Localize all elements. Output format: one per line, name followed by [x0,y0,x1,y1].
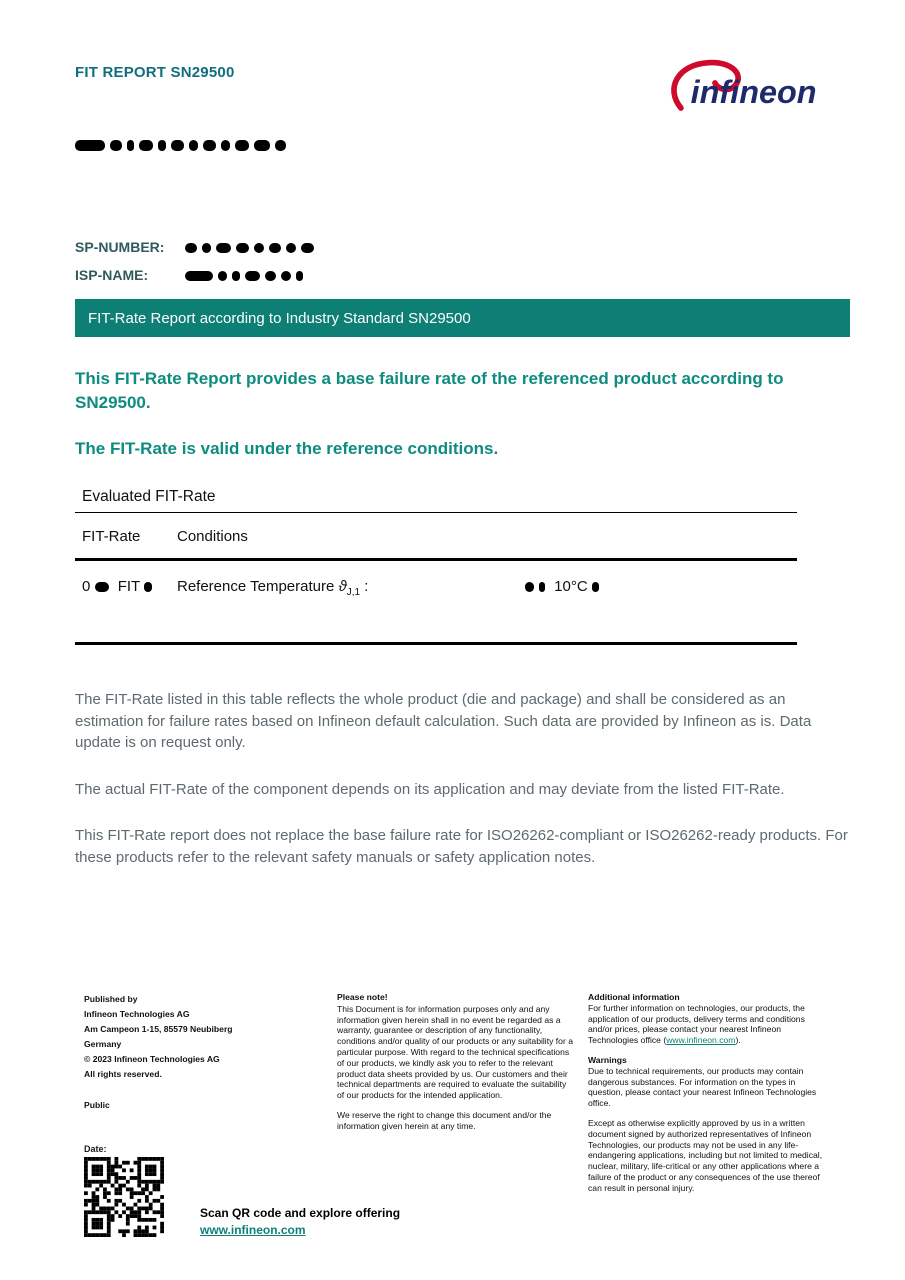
evaluated-fit-rate-table [75,484,797,648]
sp-number-row [75,239,319,255]
value-redaction-a [525,578,550,595]
paragraph-application: The actual FIT-Rate of the component depends on its application and may deviate from the listed FIT-Rate. [75,780,785,798]
column-header-conditions: Conditions [177,528,248,545]
qr-code-svg [84,1157,164,1237]
date-label: Date: [84,1144,107,1154]
value-redaction-b [592,578,604,595]
infineon-logo-svg [668,54,838,128]
classification-label: Public [84,1100,110,1110]
fit-rate-redaction-b [144,578,157,595]
condition-cell [177,578,368,598]
please-note-body: This Document is for information purposes only and any information given herein shall in no event be regarded as a warranty, guarantee or description of any functionality, conditions and/or quality of our products or any suitability for a particular purpose. With regard to the technical specifications of our products, we kindly ask you to refer to the relevant product data sheets provided by us. Our customers and their technical departments are required to evaluate the suitability of our products for the intended application. [337,1003,573,1101]
infineon-logo [668,54,838,128]
footer-additional-column [588,992,831,1194]
intro-heading-2: The FIT-Rate is valid under the reference conditions. [75,439,499,458]
table-rule-thin [75,512,797,513]
fit-rate-unit: FIT [117,578,140,595]
condition-label: Reference Temperature [177,578,335,595]
intro-heading-1: This FIT-Rate Report provides a base failure rate of the referenced product according to SN29500. [75,369,784,412]
banner-text: FIT-Rate Report according to Industry Standard SN29500 [88,309,471,327]
sp-number-label: SP-NUMBER: [75,239,165,255]
qr-infineon-link[interactable]: www.infineon.com [200,1223,306,1237]
qr-code [84,1157,164,1237]
isp-name-row [75,267,308,283]
reserve-right-body: We reserve the right to change this document and/or the information given herein at any time. [337,1109,552,1131]
fit-rate-prefix: 0 [82,578,91,595]
footer-note-column [337,992,575,1132]
column-header-fit-rate: FIT-Rate [82,528,141,545]
paragraph-disclaimer: The FIT-Rate listed in this table reflects the whole product (die and package) and shall be considered as an estimation for failure rates based on Infineon default calculation. Such data are provided by Infineon as is. Data update is on request only. [75,691,812,751]
warnings-title: Warnings [588,1054,627,1065]
sp-number-value-redacted [185,239,319,255]
publisher-line: All rights reserved. [84,1069,162,1079]
infineon-link[interactable]: www.infineon.com [666,1035,736,1046]
table-rule-thick-bottom [75,642,797,645]
value-text: 10°C [554,578,588,595]
isp-name-value-redacted [185,267,308,283]
theta-symbol: ϑ [338,578,347,595]
publisher-line: Germany [84,1039,122,1049]
footer-published-column [84,992,299,1113]
table-section-title: Evaluated FIT-Rate [82,488,216,505]
fit-rate-cell [82,578,157,595]
paragraph-iso26262: This FIT-Rate report does not replace the base failure rate for ISO26262-compliant or ISO26262-ready products. For these products refer to the relevant safety manuals or safety application notes. [75,827,848,866]
report-title: FIT REPORT SN29500 [75,64,235,81]
link-paren-close: ). [735,1035,741,1046]
qr-caption: Scan QR code and explore offering [200,1206,401,1220]
fit-rate-redaction-a [95,578,114,595]
link-paren-open: ( [663,1035,667,1046]
theta-subscript: J,1 [346,587,361,598]
condition-colon: : [364,578,369,595]
additional-info-title: Additional information [588,992,680,1002]
life-endangering-body: Except as otherwise explicitly approved by us in a written document signed by authorized representatives of Infineon Technologies, our products may not be used in any life-endangering applications, including but not limited to medical, nuclear, military, life-critical or any other applications where a failure of the product or any consequences of the use thereof can result in personal injury. [588,1117,823,1193]
isp-name-label: ISP-NAME: [75,267,149,283]
warnings-body: Due to technical requirements, our products may contain dangerous substances. For information on the types in question, please contact your nearest Infineon Technologies office. [588,1065,817,1109]
condition-value-cell [525,578,604,595]
please-note-title: Please note! [337,992,388,1002]
published-by-title: Published by [84,994,138,1004]
additional-info-text: For further information on technologies, our products, the application of our products, delivery terms and conditions and/or prices, please contact your nearest Infineon Technologies office [588,1002,805,1046]
additional-info-body [588,1003,831,1046]
logo-wordmark: infineon [690,74,817,111]
publisher-line: © 2023 Infineon Technologies AG [84,1054,220,1064]
table-rule-thick-top [75,558,797,561]
publisher-line: Am Campeon 1-15, 85579 Neubiberg [84,1024,233,1034]
standard-banner [75,299,850,337]
publisher-line: Infineon Technologies AG [84,1009,190,1019]
body-paragraphs [75,689,853,868]
product-name-redacted [75,137,291,151]
